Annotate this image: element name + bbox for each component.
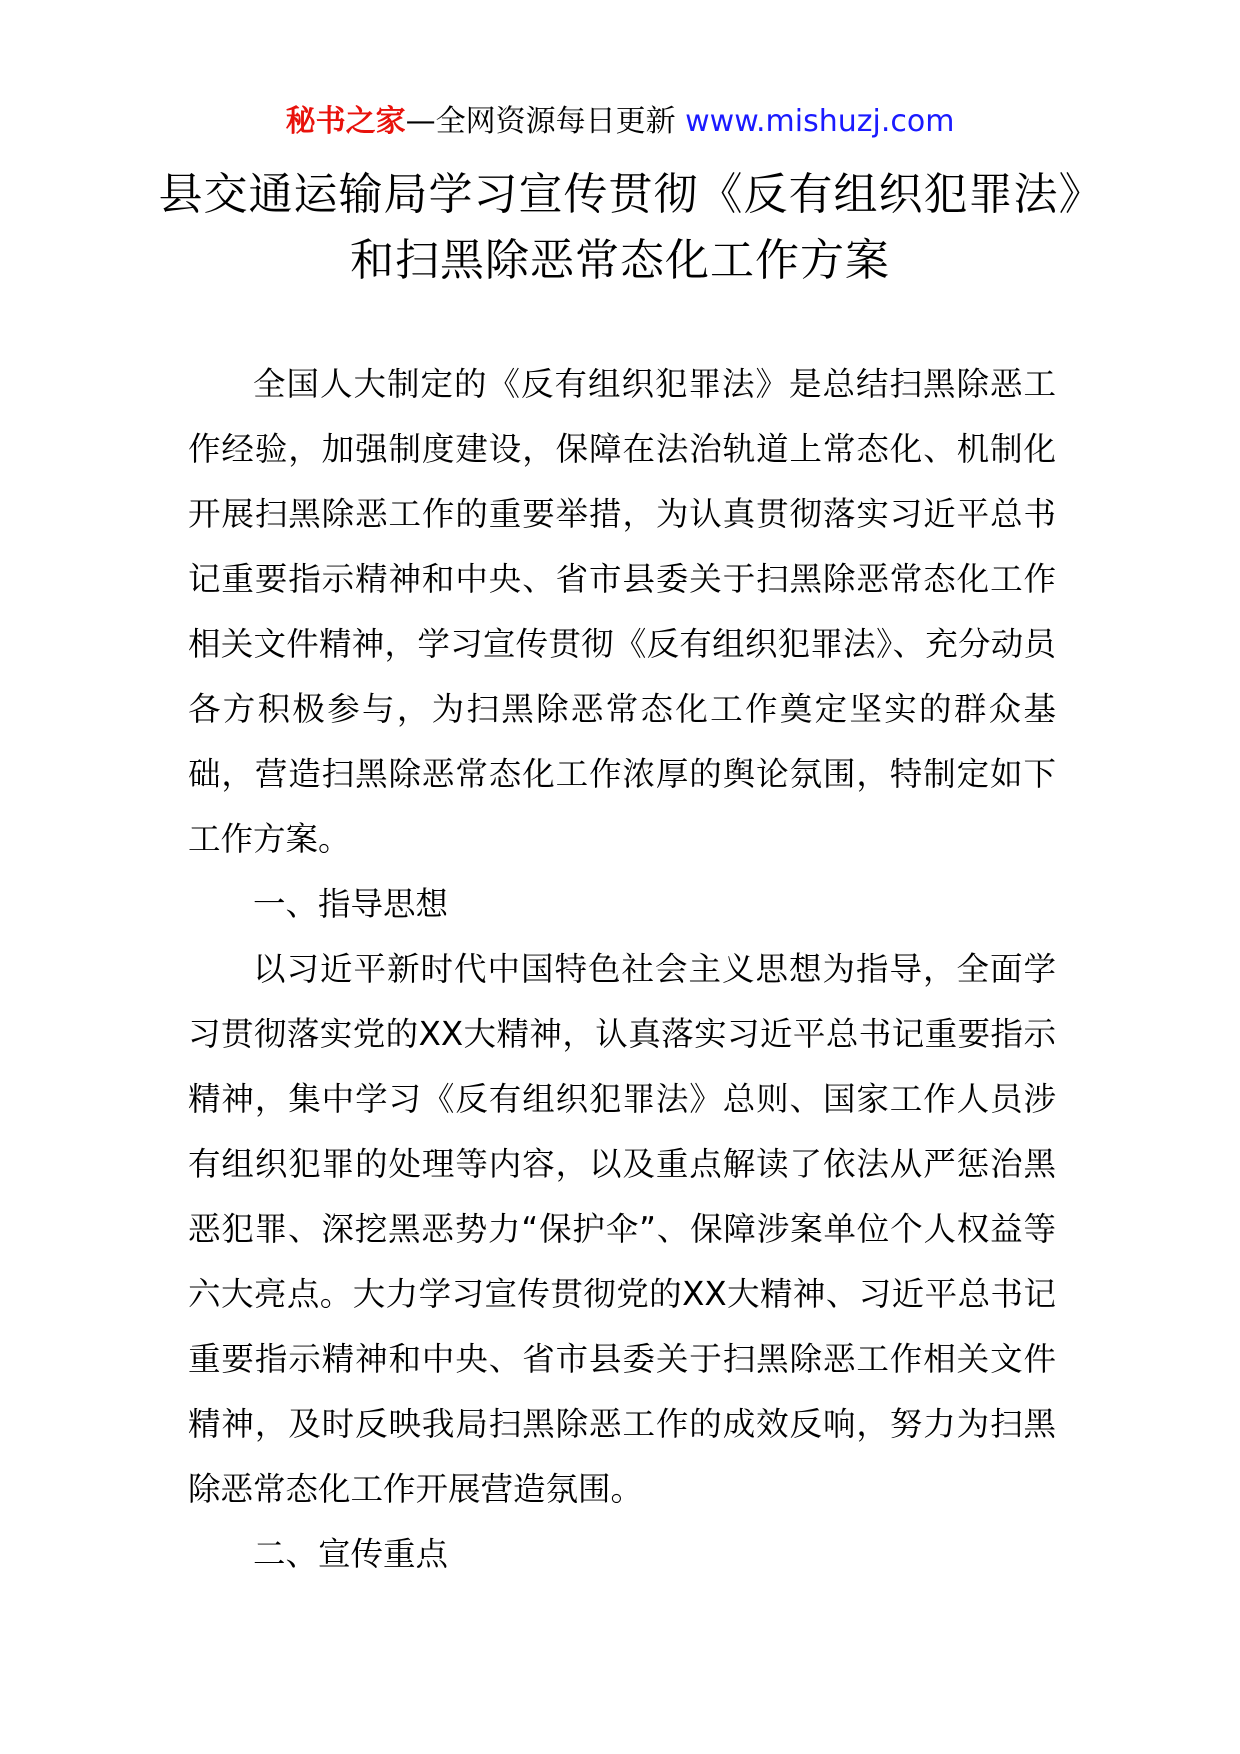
site-url-link[interactable]: www.mishuzj.com [685,104,955,139]
site-header [0,100,1240,144]
site-brand: 秘书之家 [285,104,406,139]
guiding-ideology-paragraph: 以习近平新时代中国特色社会主义思想为指导，全面学习贯彻落实党的XX大精神，认真落实习近平总书记重要指示精神，集中学习《反有组织犯罪法》总则、国家工作人员涉有组织犯罪的处理等内容，以及重点解读了依法从严惩治黑恶犯罪、深挖黑恶势力“保护伞”、保障涉案单位个人权益等六大亮点。大力学习宣传贯彻党的XX大精神、习近平总书记重要指示精神和中央、省市县委关于扫黑除恶工作相关文件精神，及时反映我局扫黑除恶工作的成效反响，努力为扫黑除恶常态化工作开展营造氛围。 [188,950,1056,1508]
document-title: 县交通运输局学习宣传贯彻《反有组织犯罪法》和扫黑除恶常态化工作方案 [158,169,1082,286]
section-heading-publicity-focus: 二、宣传重点 [253,1535,449,1573]
site-tagline: —全网资源每日更新 [405,104,676,139]
document-body [188,352,1056,1587]
intro-paragraph: 全国人大制定的《反有组织犯罪法》是总结扫黑除恶工作经验，加强制度建设，保障在法治轨道上常态化、机制化开展扫黑除恶工作的重要举措，为认真贯彻落实习近平总书记重要指示精神和中央、省市县委关于扫黑除恶常态化工作相关文件精神，学习宣传贯彻《反有组织犯罪法》、充分动员各方积极参与，为扫黑除恶常态化工作奠定坚实的群众基础，营造扫黑除恶常态化工作浓厚的舆论氛围，特制定如下工作方案。 [188,365,1056,858]
section-heading-guiding-ideology: 一、指导思想 [253,885,449,923]
